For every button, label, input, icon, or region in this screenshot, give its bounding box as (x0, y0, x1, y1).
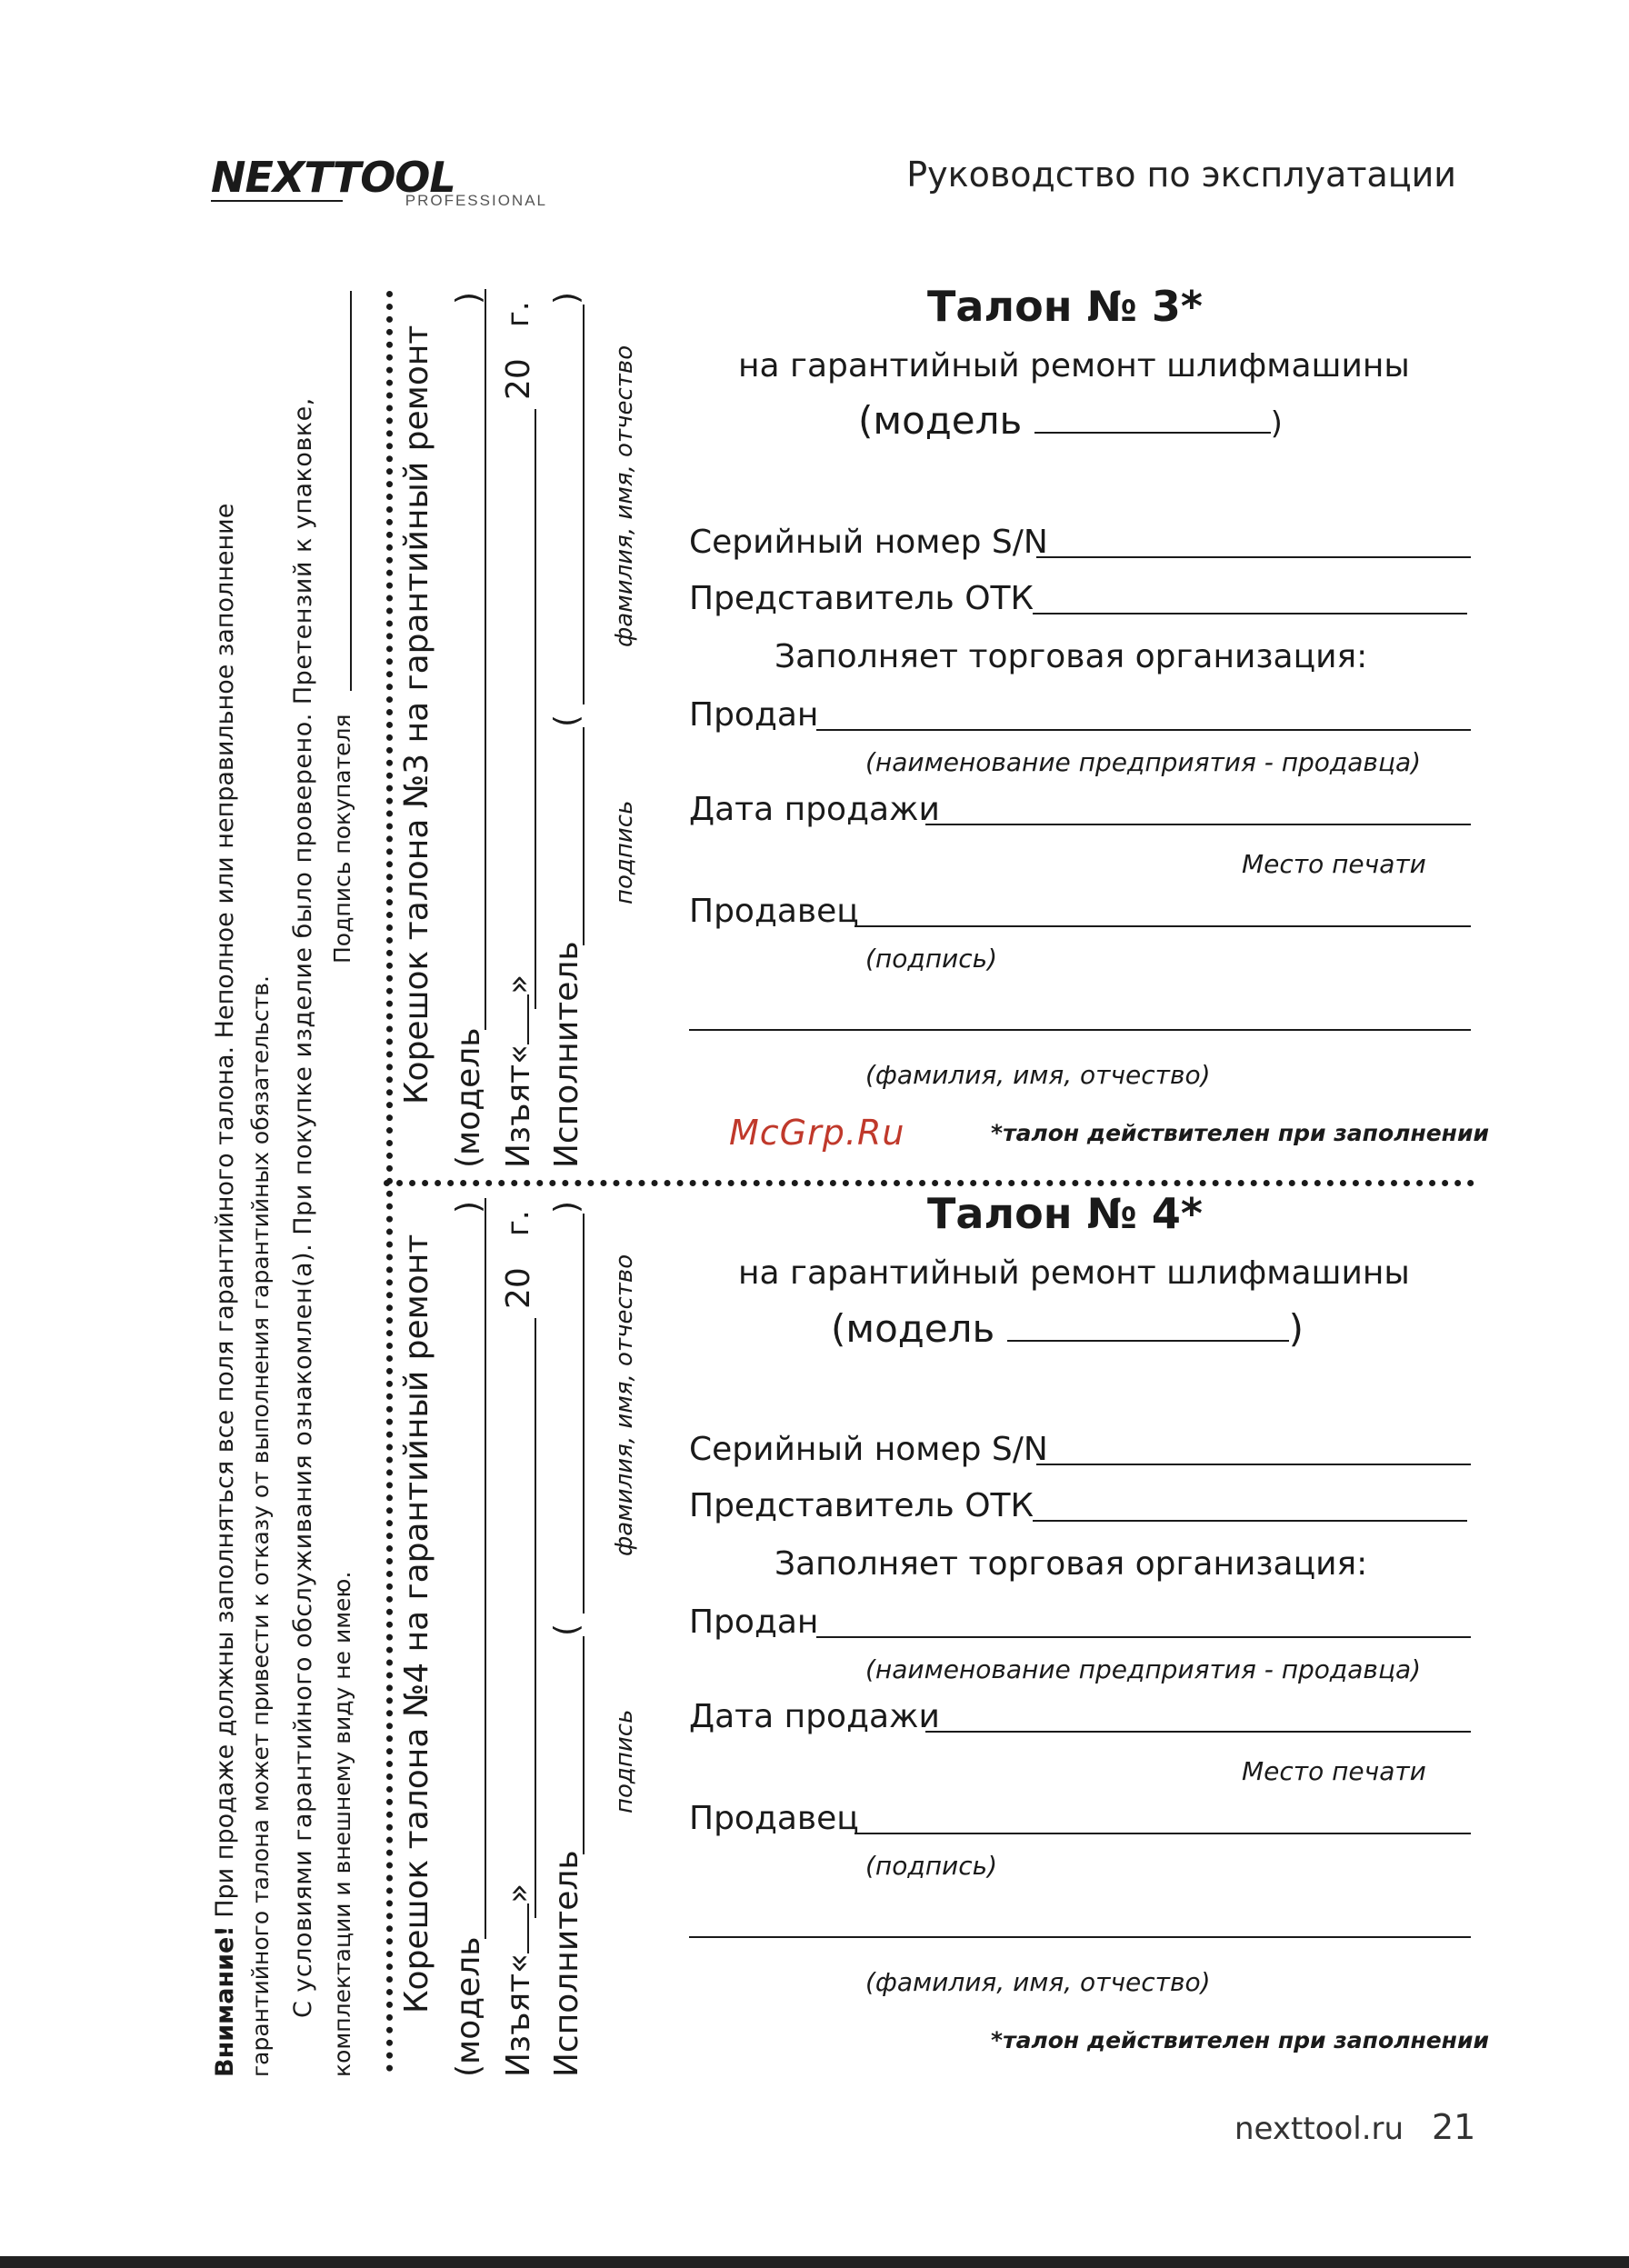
stub3-month-line (535, 409, 536, 1009)
page-title: Руководство по эксплуатации (906, 155, 1456, 195)
coupon3-sold-note: (наименование предприятия - продавца) (865, 747, 1422, 777)
stub3-day-line (527, 994, 529, 1044)
coupon3-fill-by: Заполняет торговая организация: (775, 638, 1368, 675)
stub3-fio-note: фамилия, имя, отчество (611, 345, 638, 647)
coupon4-fill-by: Заполняет торговая организация: (775, 1545, 1368, 1583)
coupon4-model (831, 1305, 1304, 1351)
stub4-paren-close: ) (548, 1200, 585, 1214)
logo-main-text: NEXTTOOL (211, 153, 455, 202)
page-number: 21 (1432, 2107, 1476, 2147)
coupon3-otk-field[interactable] (1033, 613, 1467, 614)
coupon3-sold-field[interactable] (816, 729, 1471, 731)
stub3-model: (модель (450, 1027, 487, 1168)
stub4-model-close: ) (450, 1200, 487, 1214)
coupon3-fio-field[interactable] (689, 1029, 1471, 1031)
coupon4-date-field[interactable] (925, 1731, 1471, 1733)
stub4-fio-note: фамилия, имя, отчество (611, 1254, 638, 1556)
stub3-signature-line (583, 727, 585, 945)
stub3-withdrawn-end: » (500, 974, 537, 994)
coupon4-subtitle: на гарантийный ремонт шлифмашины (738, 1254, 1410, 1292)
stub4-withdrawn (500, 1883, 537, 2077)
footer-site: nexttool.ru (1234, 2111, 1404, 2147)
coupon4-seller-field[interactable] (854, 1833, 1471, 1834)
coupon4-sold-field[interactable] (816, 1636, 1471, 1638)
coupon3-serial-label: Серийный номер S/N (689, 524, 1048, 561)
stub3-title: Корешок талона №3 на гарантийный ремонт (398, 325, 435, 1104)
coupon4-serial-label: Серийный номер S/N (689, 1431, 1048, 1468)
coupon3-serial-field[interactable] (1036, 556, 1471, 558)
coupon3-seller-field[interactable] (854, 925, 1471, 927)
coupon4-date-label: Дата продажи (689, 1698, 940, 1735)
stub4-executor: Исполнитель (548, 1850, 585, 2077)
coupon4-title: Талон № 4* (927, 1189, 1203, 1238)
stub3-signature-note: подпись (611, 800, 638, 904)
coupon4-sold-label: Продан (689, 1604, 819, 1641)
coupon4-sold-note: (наименование предприятия - продавца) (865, 1654, 1422, 1684)
horizontal-cut-line (384, 1180, 1474, 1186)
stub4-model-line (485, 1198, 486, 1939)
stub4-withdrawn-label: Изъят« (500, 1953, 537, 2077)
coupon4-serial-field[interactable] (1036, 1464, 1471, 1465)
coupon3-signature-note: (подпись) (865, 944, 998, 974)
warning-bold: Внимание! (211, 1925, 239, 2077)
stub4-withdrawn-end: » (500, 1883, 537, 1903)
coupon4-fio-note: (фамилия, имя, отчество) (865, 1967, 1211, 1997)
coupon3-stamp: Место печати (1242, 849, 1426, 879)
stub3-paren-close: ) (548, 291, 585, 305)
coupon4-seller-label: Продавец (689, 1800, 859, 1837)
watermark: McGrp.Ru (729, 1113, 905, 1153)
logo-sub-text: PROFESSIONAL (405, 192, 547, 209)
coupon3-model-field[interactable] (1034, 399, 1271, 434)
coupon3-model-close: ) (1270, 405, 1283, 442)
coupon3-valid-note: *талон действителен при заполнении (991, 1120, 1489, 1146)
coupon4-otk-field[interactable] (1033, 1520, 1467, 1522)
warning-line-1 (211, 504, 239, 2077)
buyer-signature-line (350, 291, 352, 691)
coupon4-model-close: ) (1288, 1306, 1304, 1351)
coupon4-model-label: (модель (831, 1306, 995, 1351)
stub4-signature-note: подпись (611, 1709, 638, 1813)
coupon3-subtitle: на гарантийный ремонт шлифмашины (738, 347, 1410, 385)
brand-logo (211, 153, 547, 209)
stub3-fio-line (583, 305, 585, 704)
coupon4-signature-note: (подпись) (865, 1851, 998, 1881)
coupon4-fio-field[interactable] (689, 1936, 1471, 1938)
coupon3-fio-note: (фамилия, имя, отчество) (865, 1060, 1211, 1090)
stub4-day-line (527, 1903, 529, 1953)
stub4-model: (модель (450, 1936, 487, 2077)
stub3-withdrawn (500, 974, 537, 1168)
stub4-fio-line (583, 1214, 585, 1614)
coupon3-sold-label: Продан (689, 696, 819, 734)
stub3-paren-open: ( (548, 714, 585, 727)
bottom-edge-bar (0, 2256, 1629, 2268)
stub3-executor: Исполнитель (548, 941, 585, 1168)
coupon4-valid-note: *талон действителен при заполнении (991, 2027, 1489, 2053)
stub4-paren-open: ( (548, 1623, 585, 1636)
stub3-model-line (485, 289, 486, 1030)
stub3-year-suffix: г. (500, 301, 536, 327)
coupon3-model-label: (модель (858, 398, 1023, 443)
coupon4-stamp: Место печати (1242, 1756, 1426, 1786)
warning-line-3: С условиями гарантийного обслуживания ознакомлен(а). При покупке изделие было проверено. Претензий к упаковке, (289, 397, 317, 2018)
warning-line-2: гарантийного талона может привести к отказу от выполнения гарантийных обязательств. (247, 975, 274, 2077)
coupon4-otk-label: Представитель ОТК (689, 1487, 1034, 1524)
logo-divider (211, 200, 343, 202)
stub4-year-suffix: г. (500, 1210, 536, 1236)
coupon3-seller-label: Продавец (689, 893, 859, 930)
warning-text-1: При продаже должны заполняться все поля гарантийного талона. Неполное или неправильное заполнение (211, 503, 239, 1926)
stub3-year: 20 (500, 358, 537, 400)
stub4-month-line (535, 1318, 536, 1918)
stub4-title: Корешок талона №4 на гарантийный ремонт (398, 1234, 435, 2013)
stub4-signature-line (583, 1636, 585, 1854)
warning-line-4: комплектации и внешнему виду не имею. (329, 1571, 355, 2077)
coupon3-title: Талон № 3* (927, 282, 1203, 331)
coupon3-date-label: Дата продажи (689, 791, 940, 828)
stub3-withdrawn-label: Изъят« (500, 1044, 537, 1168)
stub4-year: 20 (500, 1267, 537, 1309)
coupon3-date-field[interactable] (925, 824, 1471, 825)
coupon4-model-field[interactable] (1007, 1305, 1289, 1342)
stub3-model-close: ) (450, 291, 487, 305)
buyer-signature-label: Подпись покупателя (329, 714, 355, 964)
coupon3-model (858, 398, 1283, 443)
coupon3-otk-label: Представитель ОТК (689, 580, 1034, 617)
